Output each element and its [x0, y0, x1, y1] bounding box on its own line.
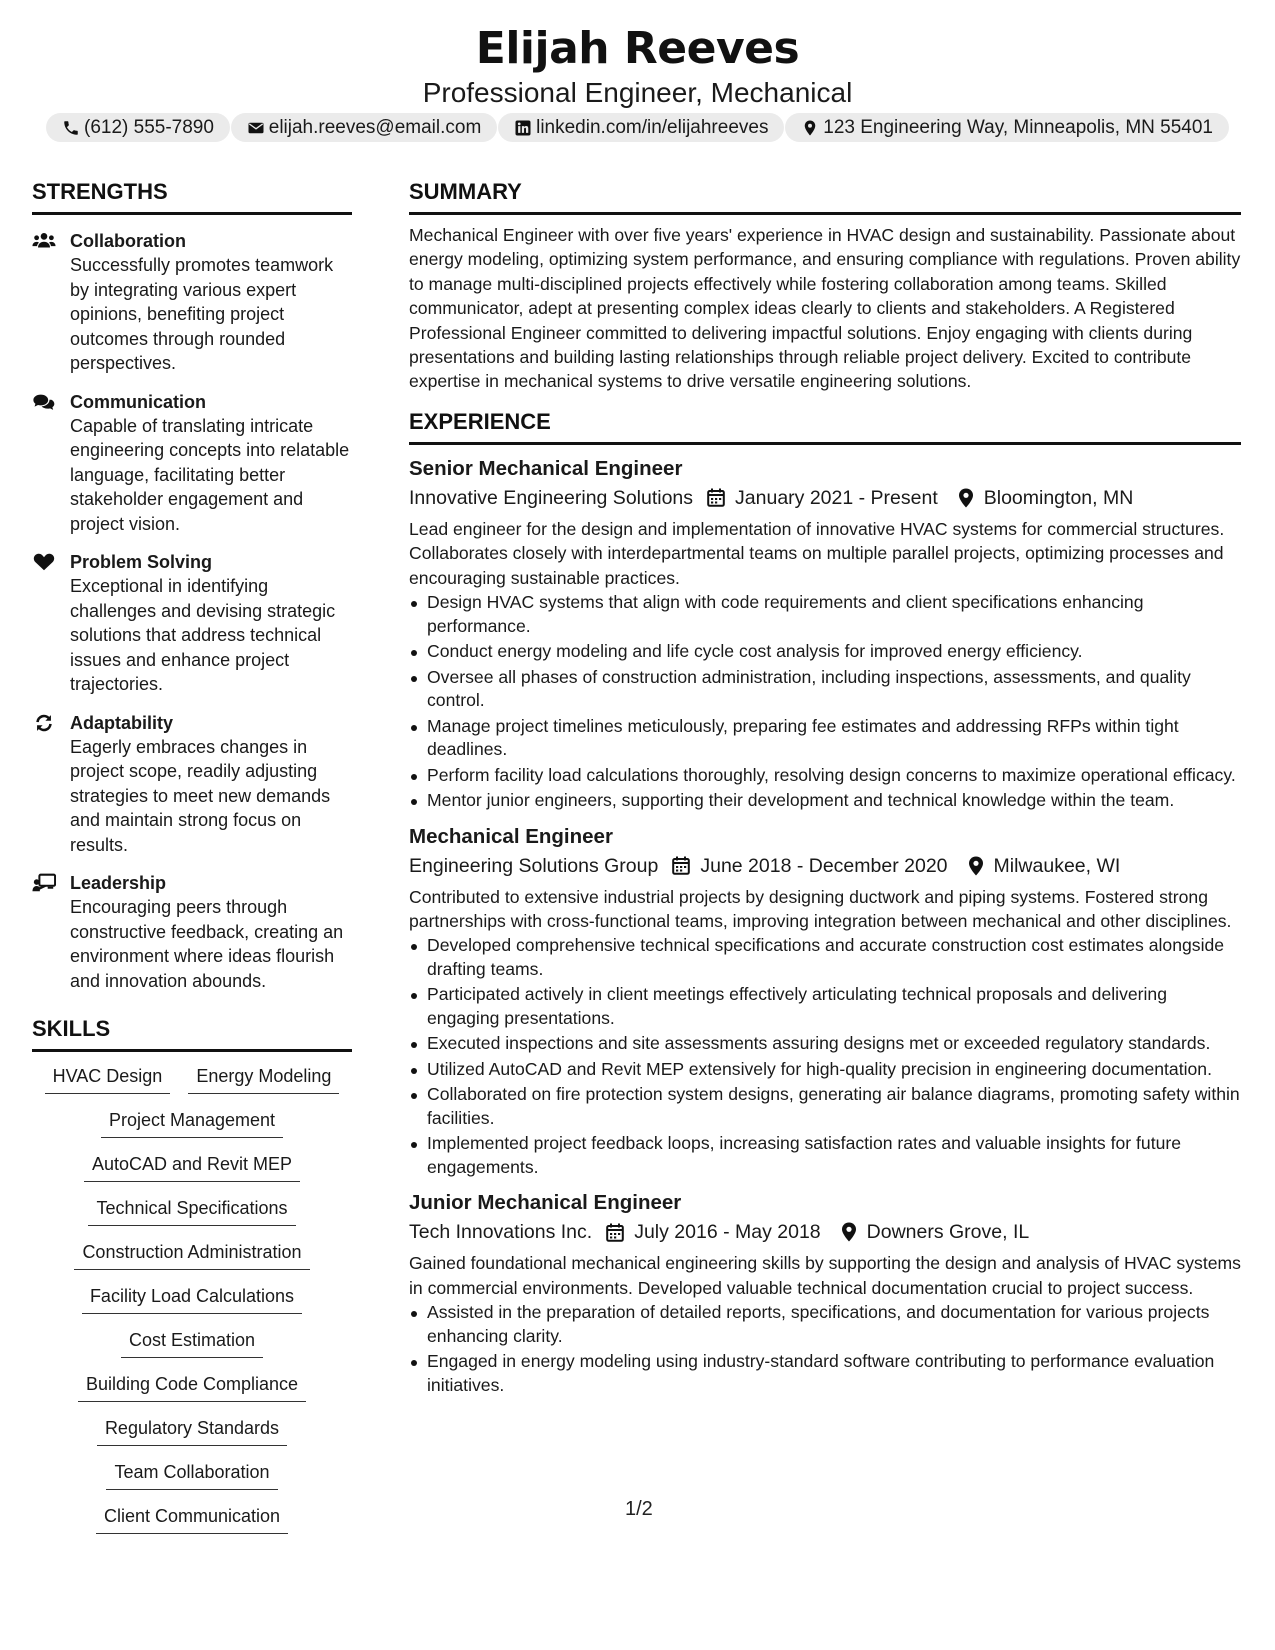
bullet-item: Oversee all phases of construction administration, including inspections, assessments, and quality control. [409, 666, 1241, 713]
job-location: Bloomington, MN [983, 486, 1134, 509]
strength-name: Collaboration [70, 231, 186, 251]
job-dates: January 2021 - Present [735, 486, 938, 509]
job-bullets [409, 1301, 1241, 1397]
contact-address-text: 123 Engineering Way, Minneapolis, MN 55401 [823, 116, 1213, 138]
strength-name: Communication [70, 391, 207, 412]
bullet-item: Engaged in energy modeling using industry-standard software contributing to performance evaluation initiatives. [409, 1350, 1241, 1397]
strengths-list [32, 229, 352, 993]
skill-tag: Construction Administration [74, 1240, 309, 1270]
bullet-item: Conduct energy modeling and life cycle cost analysis for improved energy efficiency. [409, 640, 1241, 664]
location-pin-icon [958, 488, 974, 508]
strengths-heading: STRENGTHS [32, 178, 352, 215]
skills-heading: SKILLS [32, 1015, 352, 1052]
bullet-item: Utilized AutoCAD and Revit MEP extensively for high-quality precision in engineering documentation. [409, 1058, 1241, 1082]
job-description: Contributed to extensive industrial projects by designing ductwork and piping systems. Fostered strong partnerships with cross-functional teams, improving integration between mechanical and other disciplines. [409, 886, 1232, 931]
bullet-item: Assisted in the preparation of detailed reports, specifications, and documentation for various projects enhancing clarity. [409, 1301, 1241, 1348]
skill-tag: Energy Modeling [188, 1064, 339, 1094]
left-column [32, 178, 352, 1534]
experience-heading: EXPERIENCE [409, 408, 1241, 445]
bullet-item: Implemented project feedback loops, increasing satisfaction rates and valuable insights for future engagements. [409, 1132, 1241, 1179]
location-icon [801, 119, 819, 137]
skill-tag: Client Communication [96, 1504, 288, 1534]
skill-tag: Cost Estimation [121, 1328, 263, 1358]
summary-heading: SUMMARY [409, 178, 1241, 215]
strength-item [32, 550, 352, 697]
skill-tag: Team Collaboration [106, 1460, 277, 1490]
job-title: Mechanical Engineer [409, 824, 613, 848]
bullet-item: Executed inspections and site assessments assuring designs met or exceeded regulatory standards. [409, 1032, 1241, 1056]
job-title: Senior Mechanical Engineer [409, 456, 683, 480]
skill-tag: AutoCAD and Revit MEP [84, 1152, 300, 1182]
strength-name: Leadership [70, 873, 167, 893]
calendar-icon [707, 488, 725, 507]
phone-icon [62, 119, 80, 137]
candidate-title: Professional Engineer, Mechanical [422, 77, 853, 108]
job-company: Tech Innovations Inc. [409, 1221, 593, 1244]
job-location: Milwaukee, WI [993, 854, 1121, 877]
linkedin-icon [514, 119, 532, 137]
right-column [409, 178, 1241, 1399]
refresh-icon [32, 713, 56, 733]
bullet-item: Collaborated on fire protection system designs, generating air balance diagrams, promoting safety within facilities. [409, 1083, 1241, 1130]
skill-tag: Technical Specifications [88, 1196, 295, 1226]
skill-tag: Building Code Compliance [78, 1372, 306, 1402]
contact-phone-text: (612) 555-7890 [84, 116, 214, 138]
bullet-item: Developed comprehensive technical specifications and accurate construction cost estimates alongside drafting teams. [409, 934, 1241, 981]
strength-desc: Capable of translating intricate engineering concepts into relatable language, facilitating better stakeholder engagement and project vision. [70, 415, 350, 534]
contact-email-text: elijah.reeves@email.com [268, 116, 482, 138]
job-title: Junior Mechanical Engineer [409, 1191, 682, 1215]
contact-phone[interactable] [46, 113, 230, 142]
contact-linkedin[interactable] [498, 113, 784, 142]
job-bullets [409, 591, 1241, 813]
job-bullets [409, 934, 1241, 1179]
contact-address[interactable] [785, 113, 1229, 142]
resume-header [0, 22, 1275, 110]
job-meta [409, 1217, 1241, 1247]
location-pin-icon [968, 856, 984, 876]
bullet-item: Manage project timelines meticulously, preparing fee estimates and addressing RFPs within tight deadlines. [409, 715, 1241, 762]
job-entry [409, 455, 1241, 813]
location-pin-icon [841, 1222, 857, 1242]
page-number: 1/2 [625, 1498, 653, 1520]
job-dates: June 2018 - December 2020 [700, 854, 948, 877]
heart-icon [32, 552, 56, 572]
presenter-icon [32, 873, 56, 893]
skill-tag: Regulatory Standards [97, 1416, 287, 1446]
email-icon [247, 119, 265, 137]
strength-item [32, 711, 352, 858]
skills-list [32, 1064, 352, 1534]
strength-name: Problem Solving [70, 552, 213, 572]
skill-tag: Facility Load Calculations [82, 1284, 302, 1314]
strength-desc: Exceptional in identifying challenges and devising strategic solutions that address technical issues and enhance project trajectories. [70, 576, 336, 694]
job-description: Lead engineer for the design and implementation of innovative HVAC systems for commercial structures. Collaborates closely with interdepartmental teams on multiple parallel projects, optimizing processes and encouraging sustainable practices. [409, 518, 1225, 588]
skill-tag: HVAC Design [45, 1064, 171, 1094]
summary-text: Mechanical Engineer with over five years' experience in HVAC design and sustainability. Passionate about energy modeling, optimizing system performance, and ensuring compliance with regulations. Proven ability to manage multi-disciplined projects effectively while fostering collaboration among teams. Skilled communicator, adept at presenting complex ideas clearly to clients and stakeholders. A Registered Professional Engineer committed to delivering impactful solutions. Enjoy engaging with clients during presentations and building lasting relationships through reliable project delivery. Excited to contribute expertise in mechanical systems to drive versatile engineering solutions. [409, 225, 1241, 392]
bullet-item: Perform facility load calculations thoroughly, resolving design concerns to maximize operational efficacy. [409, 764, 1241, 788]
users-icon [32, 231, 56, 251]
strength-item [32, 871, 352, 993]
job-entry [409, 823, 1241, 1180]
bullet-item: Design HVAC systems that align with code requirements and client specifications enhancing performance. [409, 591, 1241, 638]
job-meta [409, 851, 1241, 881]
job-location: Downers Grove, IL [866, 1221, 1030, 1244]
candidate-name: Elijah Reeves [475, 23, 800, 74]
strength-desc: Encouraging peers through constructive feedback, creating an environment where ideas flourish and innovation abounds. [70, 897, 344, 991]
bullet-item: Mentor junior engineers, supporting their development and technical knowledge within the team. [409, 789, 1241, 813]
job-company: Engineering Solutions Group [409, 854, 659, 877]
calendar-icon [606, 1223, 624, 1242]
contact-linkedin-text: linkedin.com/in/elijahreeves [536, 116, 769, 138]
job-meta [409, 483, 1241, 513]
contact-email[interactable] [231, 113, 498, 142]
chat-bubbles-icon [32, 392, 56, 412]
contact-bar [46, 113, 1229, 142]
calendar-icon [672, 856, 690, 875]
skill-tag: Project Management [101, 1108, 283, 1138]
job-entry [409, 1189, 1241, 1397]
strength-item [32, 229, 352, 376]
strength-desc: Successfully promotes teamwork by integrating various expert opinions, benefiting project outcomes through rounded perspectives. [70, 255, 334, 373]
job-dates: July 2016 - May 2018 [634, 1221, 821, 1244]
strength-desc: Eagerly embraces changes in project scope, readily adjusting strategies to meet new demands and maintain strong focus on results. [70, 736, 331, 855]
job-company: Innovative Engineering Solutions [409, 486, 694, 509]
job-description: Gained foundational mechanical engineering skills by supporting the design and analysis of HVAC systems in commercial environments. Developed valuable technical documentation crucial to project success. [409, 1253, 1241, 1298]
strength-name: Adaptability [70, 712, 174, 733]
strength-item [32, 390, 352, 537]
bullet-item: Participated actively in client meetings effectively articulating technical proposals and delivering engaging presentations. [409, 983, 1241, 1030]
